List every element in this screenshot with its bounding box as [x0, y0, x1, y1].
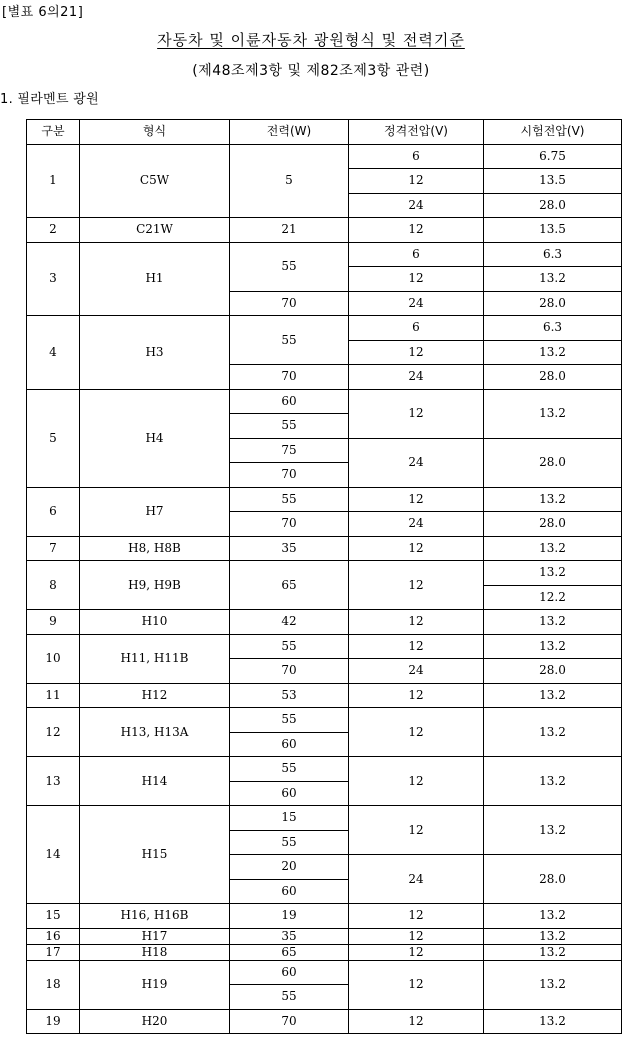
test-voltage-cell: 13.2	[484, 536, 622, 561]
table-row	[27, 389, 622, 414]
wattage-cell: 60	[230, 781, 349, 806]
test-voltage-cell: 13.2	[484, 389, 622, 438]
rated-voltage-cell: 6	[349, 144, 484, 169]
rated-voltage-cell: 24	[349, 855, 484, 904]
row-number-cell: 8	[27, 561, 80, 610]
rated-voltage-cell: 12	[349, 561, 484, 610]
wattage-cell: 53	[230, 683, 349, 708]
filament-light-source-table	[26, 119, 622, 1034]
rated-voltage-cell: 24	[349, 512, 484, 537]
rated-voltage-cell: 12	[349, 169, 484, 194]
test-voltage-cell: 13.2	[484, 561, 622, 586]
test-voltage-cell: 13.2	[484, 757, 622, 806]
rated-voltage-cell: 12	[349, 757, 484, 806]
row-number-cell: 1	[27, 144, 80, 218]
wattage-cell: 42	[230, 610, 349, 635]
row-number-cell: 14	[27, 806, 80, 904]
rated-voltage-cell: 12	[349, 340, 484, 365]
test-voltage-cell: 13.2	[484, 610, 622, 635]
test-voltage-cell: 13.2	[484, 904, 622, 929]
test-voltage-cell: 28.0	[484, 855, 622, 904]
rated-voltage-cell: 12	[349, 928, 484, 944]
test-voltage-cell: 28.0	[484, 438, 622, 487]
test-voltage-cell: 13.2	[484, 1009, 622, 1034]
row-number-cell: 4	[27, 316, 80, 390]
lamp-type-cell: C5W	[80, 144, 230, 218]
document-title	[0, 29, 622, 50]
lamp-type-cell: H9, H9B	[80, 561, 230, 610]
test-voltage-cell: 28.0	[484, 512, 622, 537]
column-header-rated-voltage: 정격전압(V)	[349, 120, 484, 145]
wattage-cell: 70	[230, 659, 349, 684]
column-header-no: 구분	[27, 120, 80, 145]
wattage-cell: 55	[230, 985, 349, 1010]
lamp-type-cell: H14	[80, 757, 230, 806]
rated-voltage-cell: 12	[349, 536, 484, 561]
table-header-row	[27, 120, 622, 145]
table-row	[27, 806, 622, 831]
document-subtitle: (제48조제3항 및 제82조제3항 관련)	[192, 63, 430, 79]
table-row	[27, 487, 622, 512]
wattage-cell: 20	[230, 855, 349, 880]
wattage-cell: 70	[230, 1009, 349, 1034]
lamp-type-cell: H7	[80, 487, 230, 536]
table-row	[27, 634, 622, 659]
table-body	[27, 144, 622, 1034]
wattage-cell: 70	[230, 512, 349, 537]
rated-voltage-cell: 12	[349, 634, 484, 659]
table-row	[27, 218, 622, 243]
rated-voltage-cell: 24	[349, 193, 484, 218]
lamp-type-cell: H19	[80, 960, 230, 1009]
rated-voltage-cell: 12	[349, 904, 484, 929]
column-header-type: 형식	[80, 120, 230, 145]
rated-voltage-cell: 12	[349, 267, 484, 292]
lamp-type-cell: H12	[80, 683, 230, 708]
table-row	[27, 944, 622, 960]
rated-voltage-cell: 24	[349, 365, 484, 390]
wattage-cell: 60	[230, 732, 349, 757]
test-voltage-cell: 6.3	[484, 316, 622, 341]
test-voltage-cell: 13.5	[484, 169, 622, 194]
rated-voltage-cell: 12	[349, 683, 484, 708]
lamp-type-cell: H16, H16B	[80, 904, 230, 929]
lamp-type-cell: H1	[80, 242, 230, 316]
column-header-wattage: 전력(W)	[230, 120, 349, 145]
test-voltage-cell: 13.2	[484, 960, 622, 1009]
lamp-type-cell: C21W	[80, 218, 230, 243]
row-number-cell: 17	[27, 944, 80, 960]
row-number-cell: 2	[27, 218, 80, 243]
wattage-cell: 70	[230, 463, 349, 488]
test-voltage-cell: 13.2	[484, 806, 622, 855]
wattage-cell: 65	[230, 561, 349, 610]
wattage-cell: 60	[230, 879, 349, 904]
lamp-type-cell: H3	[80, 316, 230, 390]
wattage-cell: 19	[230, 904, 349, 929]
wattage-cell: 55	[230, 830, 349, 855]
row-number-cell: 15	[27, 904, 80, 929]
wattage-cell: 55	[230, 316, 349, 365]
lamp-type-cell: H20	[80, 1009, 230, 1034]
test-voltage-cell: 13.5	[484, 218, 622, 243]
lamp-type-cell: H10	[80, 610, 230, 635]
wattage-cell: 55	[230, 634, 349, 659]
wattage-cell: 55	[230, 708, 349, 733]
rated-voltage-cell: 12	[349, 610, 484, 635]
rated-voltage-cell: 12	[349, 806, 484, 855]
rated-voltage-cell: 24	[349, 291, 484, 316]
test-voltage-cell: 13.2	[484, 340, 622, 365]
test-voltage-cell: 13.2	[484, 944, 622, 960]
row-number-cell: 18	[27, 960, 80, 1009]
rated-voltage-cell: 12	[349, 1009, 484, 1034]
test-voltage-cell: 28.0	[484, 365, 622, 390]
lamp-type-cell: H13, H13A	[80, 708, 230, 757]
row-number-cell: 7	[27, 536, 80, 561]
table-row	[27, 904, 622, 929]
row-number-cell: 6	[27, 487, 80, 536]
table-row	[27, 708, 622, 733]
table-row	[27, 144, 622, 169]
test-voltage-cell: 13.2	[484, 683, 622, 708]
wattage-cell: 75	[230, 438, 349, 463]
rated-voltage-cell: 24	[349, 438, 484, 487]
wattage-cell: 70	[230, 365, 349, 390]
wattage-cell: 60	[230, 960, 349, 985]
test-voltage-cell: 6.75	[484, 144, 622, 169]
wattage-cell: 35	[230, 536, 349, 561]
lamp-type-cell: H15	[80, 806, 230, 904]
wattage-cell: 15	[230, 806, 349, 831]
row-number-cell: 5	[27, 389, 80, 487]
row-number-cell: 12	[27, 708, 80, 757]
row-number-cell: 3	[27, 242, 80, 316]
table-row	[27, 316, 622, 341]
row-number-cell: 9	[27, 610, 80, 635]
table-row	[27, 561, 622, 586]
lamp-type-cell: H4	[80, 389, 230, 487]
test-voltage-cell: 28.0	[484, 291, 622, 316]
test-voltage-cell: 12.2	[484, 585, 622, 610]
table-row	[27, 242, 622, 267]
row-number-cell: 11	[27, 683, 80, 708]
rated-voltage-cell: 12	[349, 944, 484, 960]
test-voltage-cell: 13.2	[484, 487, 622, 512]
column-header-test-voltage: 시험전압(V)	[484, 120, 622, 145]
wattage-cell: 55	[230, 242, 349, 291]
table-row	[27, 683, 622, 708]
rated-voltage-cell: 6	[349, 316, 484, 341]
lamp-type-cell: H17	[80, 928, 230, 944]
wattage-cell: 70	[230, 291, 349, 316]
row-number-cell: 13	[27, 757, 80, 806]
row-number-cell: 10	[27, 634, 80, 683]
wattage-cell: 35	[230, 928, 349, 944]
row-number-cell: 19	[27, 1009, 80, 1034]
section-heading: 1. 필라멘트 광원	[0, 92, 100, 107]
lamp-type-cell: H8, H8B	[80, 536, 230, 561]
wattage-cell: 55	[230, 757, 349, 782]
rated-voltage-cell: 12	[349, 708, 484, 757]
rated-voltage-cell: 6	[349, 242, 484, 267]
table-row	[27, 536, 622, 561]
row-number-cell: 16	[27, 928, 80, 944]
test-voltage-cell: 13.2	[484, 634, 622, 659]
wattage-cell: 55	[230, 487, 349, 512]
test-voltage-cell: 13.2	[484, 267, 622, 292]
lamp-type-cell: H18	[80, 944, 230, 960]
test-voltage-cell: 13.2	[484, 928, 622, 944]
document-title-text: 자동차 및 이륜자동차 광원형식 및 전력기준	[157, 31, 465, 49]
rated-voltage-cell: 12	[349, 389, 484, 438]
wattage-cell: 65	[230, 944, 349, 960]
wattage-cell: 60	[230, 389, 349, 414]
test-voltage-cell: 6.3	[484, 242, 622, 267]
test-voltage-cell: 28.0	[484, 659, 622, 684]
wattage-cell: 21	[230, 218, 349, 243]
rated-voltage-cell: 12	[349, 487, 484, 512]
rated-voltage-cell: 12	[349, 960, 484, 1009]
annex-reference: [별표 6의21]	[2, 5, 84, 20]
table-row	[27, 610, 622, 635]
table-row	[27, 960, 622, 985]
rated-voltage-cell: 24	[349, 659, 484, 684]
rated-voltage-cell: 12	[349, 218, 484, 243]
wattage-cell: 5	[230, 144, 349, 218]
lamp-type-cell: H11, H11B	[80, 634, 230, 683]
wattage-cell: 55	[230, 414, 349, 439]
test-voltage-cell: 28.0	[484, 193, 622, 218]
table-row	[27, 1009, 622, 1034]
test-voltage-cell: 13.2	[484, 708, 622, 757]
table-row	[27, 757, 622, 782]
